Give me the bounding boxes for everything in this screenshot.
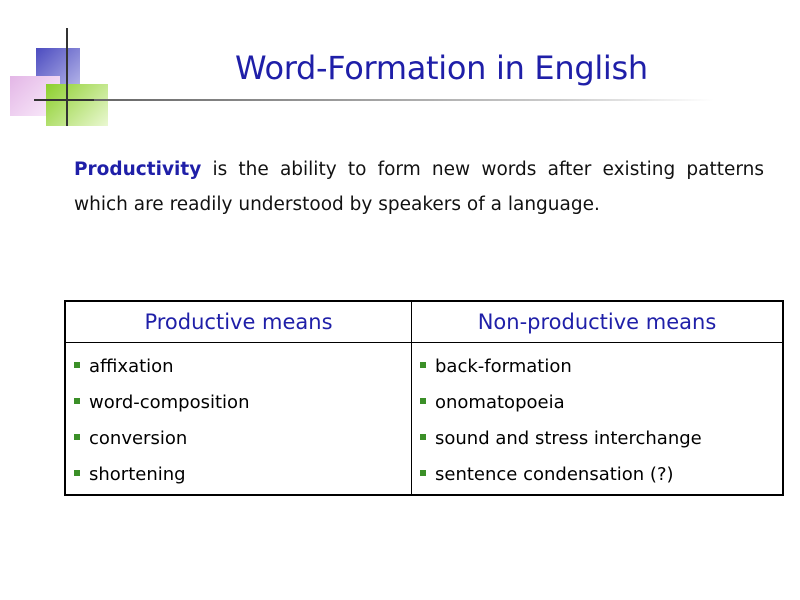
- bullet-icon: [420, 434, 426, 440]
- list-item: [74, 349, 411, 385]
- list-item-text: conversion: [89, 428, 188, 449]
- list-item-text: word-composition: [89, 392, 250, 413]
- bullet-icon: [74, 434, 80, 440]
- list-item: [74, 385, 411, 421]
- non-productive-means-cell: [412, 343, 784, 496]
- decorative-vertical-line: [66, 28, 68, 126]
- word-formation-table: [64, 300, 784, 496]
- list-item: [420, 385, 782, 421]
- list-item-text: shortening: [89, 464, 186, 485]
- non-productive-means-list: [420, 349, 782, 493]
- list-item-text: sound and stress interchange: [435, 428, 702, 449]
- productive-means-cell: [65, 343, 412, 496]
- list-item: [420, 457, 782, 493]
- list-item: [74, 421, 411, 457]
- definition-text: is the ability to form new words after existing patterns which are readily understood by speakers of a language.: [74, 159, 764, 215]
- list-item-text: onomatopoeia: [435, 392, 565, 413]
- definition-term: Productivity: [74, 159, 202, 180]
- list-item-text: back-formation: [435, 356, 572, 377]
- list-item-text: affixation: [89, 356, 174, 377]
- bullet-icon: [74, 470, 80, 476]
- bullet-icon: [420, 362, 426, 368]
- list-item-text: sentence condensation (?): [435, 464, 674, 485]
- bullet-icon: [74, 362, 80, 368]
- table-header-row: [65, 301, 783, 343]
- list-item: [420, 349, 782, 385]
- definition-paragraph: [74, 152, 764, 222]
- table-row: [65, 343, 783, 496]
- decorative-square-green: [46, 84, 108, 126]
- decorative-horizontal-line: [34, 99, 94, 101]
- title-underline: [94, 99, 714, 101]
- bullet-icon: [420, 398, 426, 404]
- productive-means-list: [74, 349, 411, 493]
- column-header-productive: Productive means: [65, 301, 412, 343]
- bullet-icon: [74, 398, 80, 404]
- bullet-icon: [420, 470, 426, 476]
- column-header-non-productive: Non-productive means: [412, 301, 784, 343]
- list-item: [74, 457, 411, 493]
- slide-title: Word-Formation in English: [235, 49, 648, 87]
- list-item: [420, 421, 782, 457]
